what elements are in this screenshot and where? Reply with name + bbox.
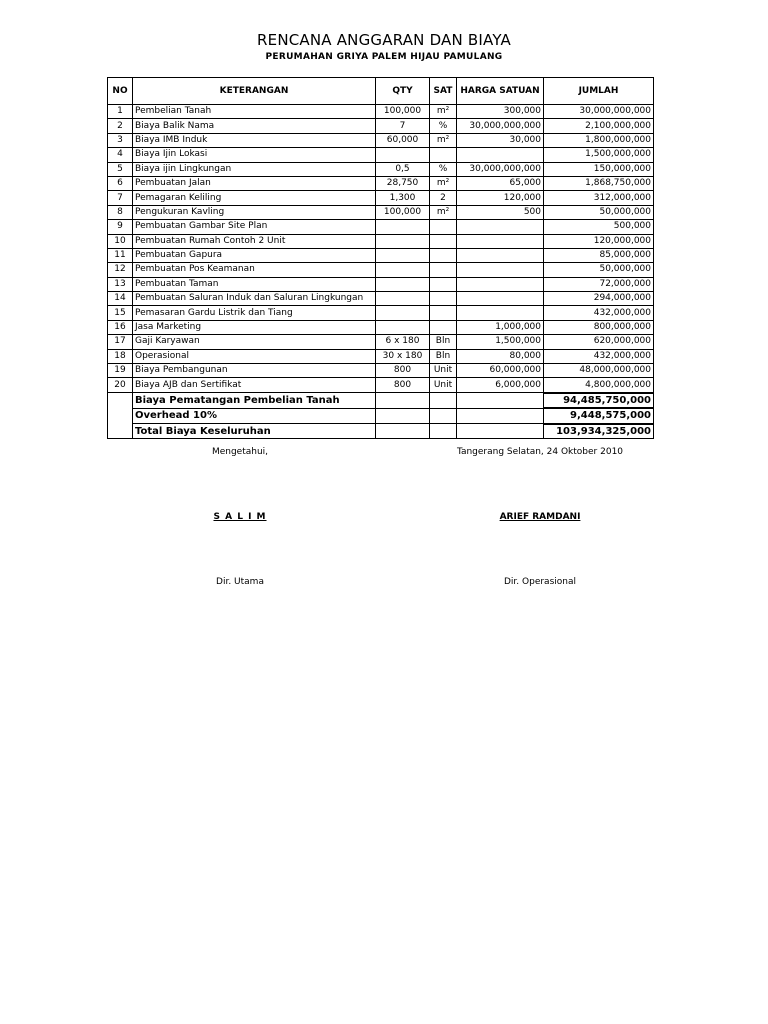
table-row xyxy=(108,234,654,248)
cell-no: 1 xyxy=(108,105,133,119)
cell-no: 7 xyxy=(108,191,133,205)
cell-sat xyxy=(430,408,457,423)
cell-harga-satuan: 6,000,000 xyxy=(457,378,544,393)
cell-keterangan: Gaji Karyawan xyxy=(133,335,376,349)
cell-no: 3 xyxy=(108,133,133,147)
cell-no: 5 xyxy=(108,162,133,176)
cell-sat: Unit xyxy=(430,364,457,378)
cell-no: 2 xyxy=(108,119,133,133)
cell-qty: 800 xyxy=(376,364,430,378)
cell-qty xyxy=(376,248,430,262)
cell-no: 11 xyxy=(108,248,133,262)
summary-row xyxy=(108,424,654,439)
table-row xyxy=(108,220,654,234)
cell-sat: m² xyxy=(430,176,457,190)
cell-sat: m² xyxy=(430,133,457,147)
cell-jumlah: 312,000,000 xyxy=(544,191,654,205)
cell-keterangan: Biaya IMB Induk xyxy=(133,133,376,147)
cell-no: 9 xyxy=(108,220,133,234)
cell-sat xyxy=(430,393,457,408)
cell-no: 19 xyxy=(108,364,133,378)
cell-qty xyxy=(376,292,430,306)
table-row xyxy=(108,119,654,133)
summary-value: 9,448,575,000 xyxy=(544,408,654,423)
cell-jumlah: 85,000,000 xyxy=(544,248,654,262)
cell-harga-satuan: 300,000 xyxy=(457,105,544,119)
cell-sat xyxy=(430,306,457,320)
cell-keterangan: Pembuatan Taman xyxy=(133,277,376,291)
cell-jumlah: 48,000,000,000 xyxy=(544,364,654,378)
column-header-keterangan: KETERANGAN xyxy=(133,78,376,105)
table-row xyxy=(108,191,654,205)
cell-qty: 60,000 xyxy=(376,133,430,147)
table-row xyxy=(108,133,654,147)
table-row xyxy=(108,306,654,320)
cell-no: 14 xyxy=(108,292,133,306)
cell-no: 15 xyxy=(108,306,133,320)
cell-sat: Bln xyxy=(430,335,457,349)
cell-jumlah: 432,000,000 xyxy=(544,349,654,363)
document-subtitle: PERUMAHAN GRIYA PALEM HIJAU PAMULANG xyxy=(265,52,503,62)
cell-sat xyxy=(430,277,457,291)
cell-qty xyxy=(376,424,430,439)
cell-keterangan: Biaya Pembangunan xyxy=(133,364,376,378)
cell-sat: m² xyxy=(430,105,457,119)
cell-harga-satuan xyxy=(457,277,544,291)
cell-harga-satuan xyxy=(457,306,544,320)
cell-keterangan: Biaya AJB dan Sertifikat xyxy=(133,378,376,393)
summary-value: 94,485,750,000 xyxy=(544,393,654,408)
right-signature-heading: Tangerang Selatan, 24 Oktober 2010 xyxy=(456,447,624,457)
cell-sat: % xyxy=(430,119,457,133)
cell-jumlah: 432,000,000 xyxy=(544,306,654,320)
cell-harga-satuan: 65,000 xyxy=(457,176,544,190)
cell-jumlah: 2,100,000,000 xyxy=(544,119,654,133)
cell-no: 8 xyxy=(108,205,133,219)
cell-keterangan: Biaya Balik Nama xyxy=(133,119,376,133)
summary-row xyxy=(108,408,654,423)
summary-row xyxy=(108,393,654,408)
table-row xyxy=(108,292,654,306)
cell-harga-satuan xyxy=(457,263,544,277)
cell-no: 17 xyxy=(108,335,133,349)
cell-keterangan: Pemasaran Gardu Listrik dan Tiang xyxy=(133,306,376,320)
cell-sat: Bln xyxy=(430,349,457,363)
cell-keterangan: Pembelian Tanah xyxy=(133,105,376,119)
cell-qty: 7 xyxy=(376,119,430,133)
cell-qty: 800 xyxy=(376,378,430,393)
cell-harga-satuan xyxy=(457,248,544,262)
table-row xyxy=(108,364,654,378)
cell-qty xyxy=(376,306,430,320)
cell-qty xyxy=(376,393,430,408)
document-title: RENCANA ANGGARAN DAN BIAYA xyxy=(257,31,511,49)
cell-qty: 0,5 xyxy=(376,162,430,176)
cell-keterangan: Pemagaran Keliling xyxy=(133,191,376,205)
cell-no: 13 xyxy=(108,277,133,291)
cell-no: 20 xyxy=(108,378,133,393)
cell-qty: 1,300 xyxy=(376,191,430,205)
cell-qty xyxy=(376,320,430,334)
table-row xyxy=(108,176,654,190)
cell-no: 6 xyxy=(108,176,133,190)
cell-keterangan: Pembuatan Jalan xyxy=(133,176,376,190)
table-row xyxy=(108,277,654,291)
left-signature-heading: Mengetahui, xyxy=(211,447,269,457)
cell-qty xyxy=(376,408,430,423)
cell-qty: 28,750 xyxy=(376,176,430,190)
cell-sat xyxy=(430,248,457,262)
cell-qty xyxy=(376,277,430,291)
column-header-sat: SAT xyxy=(430,78,457,105)
cell-no: 16 xyxy=(108,320,133,334)
table-row xyxy=(108,349,654,363)
cell-qty xyxy=(376,263,430,277)
cell-harga-satuan: 30,000,000,000 xyxy=(457,119,544,133)
cell-sat: m² xyxy=(430,205,457,219)
cell-jumlah: 30,000,000,000 xyxy=(544,105,654,119)
cell-qty: 100,000 xyxy=(376,205,430,219)
cell-harga-satuan: 1,500,000 xyxy=(457,335,544,349)
cell-jumlah: 1,500,000,000 xyxy=(544,148,654,162)
cell-jumlah: 150,000,000 xyxy=(544,162,654,176)
cell-keterangan: Pengukuran Kavling xyxy=(133,205,376,219)
cell-qty xyxy=(376,220,430,234)
cell-sat: 2 xyxy=(430,191,457,205)
summary-label: Total Biaya Keseluruhan xyxy=(133,424,376,439)
cell-harga-satuan xyxy=(457,292,544,306)
cell-no: 18 xyxy=(108,349,133,363)
cell-jumlah: 72,000,000 xyxy=(544,277,654,291)
cell-sat: % xyxy=(430,162,457,176)
table-row xyxy=(108,378,654,393)
cell-keterangan: Biaya Ijin Lokasi xyxy=(133,148,376,162)
cell-keterangan: Operasional xyxy=(133,349,376,363)
cell-jumlah: 500,000 xyxy=(544,220,654,234)
cell-harga-satuan: 80,000 xyxy=(457,349,544,363)
cell-harga-satuan: 500 xyxy=(457,205,544,219)
cell-harga-satuan xyxy=(457,148,544,162)
cell-jumlah: 294,000,000 xyxy=(544,292,654,306)
cell-harga-satuan xyxy=(457,408,544,423)
cell-harga-satuan: 30,000,000,000 xyxy=(457,162,544,176)
cell-jumlah: 1,868,750,000 xyxy=(544,176,654,190)
column-header-jumlah: JUMLAH xyxy=(544,78,654,105)
cell-no: 12 xyxy=(108,263,133,277)
cell-harga-satuan: 30,000 xyxy=(457,133,544,147)
left-signatory-name: S A L I M xyxy=(213,512,267,522)
table-row xyxy=(108,162,654,176)
cell-harga-satuan xyxy=(457,393,544,408)
cell-keterangan: Pembuatan Gambar Site Plan xyxy=(133,220,376,234)
cell-harga-satuan: 1,000,000 xyxy=(457,320,544,334)
cell-keterangan: Pembuatan Pos Keamanan xyxy=(133,263,376,277)
cell-keterangan: Pembuatan Gapura xyxy=(133,248,376,262)
cell-qty: 30 x 180 xyxy=(376,349,430,363)
cell-qty: 6 x 180 xyxy=(376,335,430,349)
right-signatory-title: Dir. Operasional xyxy=(504,577,576,587)
table-row xyxy=(108,263,654,277)
cell-jumlah: 120,000,000 xyxy=(544,234,654,248)
cell-keterangan: Pembuatan Rumah Contoh 2 Unit xyxy=(133,234,376,248)
table-row xyxy=(108,205,654,219)
cell-jumlah: 800,000,000 xyxy=(544,320,654,334)
cell-qty xyxy=(376,148,430,162)
summary-label: Overhead 10% xyxy=(133,408,376,423)
cell-qty xyxy=(376,234,430,248)
cell-sat: Unit xyxy=(430,378,457,393)
summary-blank-cell xyxy=(108,424,133,439)
column-header-harga-satuan: HARGA SATUAN xyxy=(457,78,544,105)
table-row xyxy=(108,148,654,162)
right-signatory-name: ARIEF RAMDANI xyxy=(499,512,581,522)
cell-harga-satuan xyxy=(457,220,544,234)
cell-no: 10 xyxy=(108,234,133,248)
cell-jumlah: 1,800,000,000 xyxy=(544,133,654,147)
cell-harga-satuan xyxy=(457,424,544,439)
summary-label: Biaya Pematangan Pembelian Tanah xyxy=(133,393,376,408)
cell-sat xyxy=(430,234,457,248)
table-row xyxy=(108,335,654,349)
cell-no: 4 xyxy=(108,148,133,162)
cell-jumlah: 50,000,000 xyxy=(544,263,654,277)
column-header-no: NO xyxy=(108,78,133,105)
cell-keterangan: Jasa Marketing xyxy=(133,320,376,334)
cell-harga-satuan xyxy=(457,234,544,248)
cell-sat xyxy=(430,320,457,334)
summary-value: 103,934,325,000 xyxy=(544,424,654,439)
cell-keterangan: Pembuatan Saluran Induk dan Saluran Lingkungan xyxy=(133,292,376,306)
cell-jumlah: 4,800,000,000 xyxy=(544,378,654,393)
cell-sat xyxy=(430,292,457,306)
cell-harga-satuan: 60,000,000 xyxy=(457,364,544,378)
cell-sat xyxy=(430,148,457,162)
table-row xyxy=(108,320,654,334)
table-row xyxy=(108,248,654,262)
summary-blank-cell xyxy=(108,408,133,423)
cell-jumlah: 50,000,000 xyxy=(544,205,654,219)
cell-sat xyxy=(430,263,457,277)
cell-keterangan: Biaya ijin Lingkungan xyxy=(133,162,376,176)
left-signatory-title: Dir. Utama xyxy=(216,577,264,587)
budget-table xyxy=(107,77,654,439)
cell-sat xyxy=(430,424,457,439)
cell-harga-satuan: 120,000 xyxy=(457,191,544,205)
table-header-row xyxy=(108,78,654,105)
column-header-qty: QTY xyxy=(376,78,430,105)
table-row xyxy=(108,105,654,119)
summary-blank-cell xyxy=(108,393,133,408)
cell-qty: 100,000 xyxy=(376,105,430,119)
cell-jumlah: 620,000,000 xyxy=(544,335,654,349)
cell-sat xyxy=(430,220,457,234)
